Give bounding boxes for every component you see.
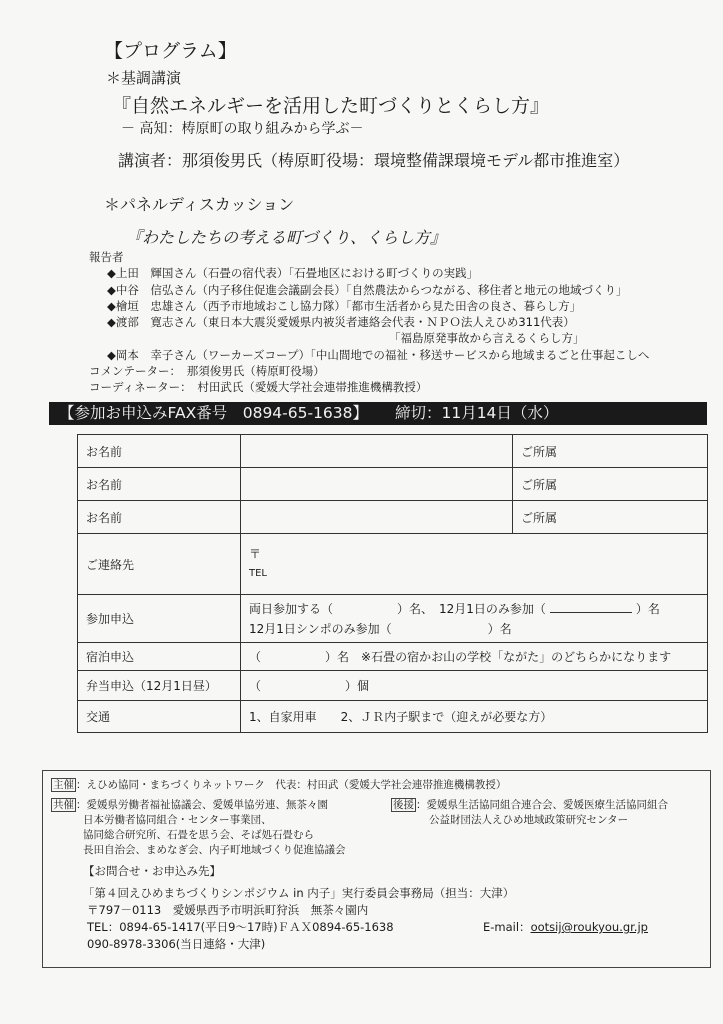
participation-symposium-unit: ）名: [487, 621, 512, 636]
lodging-field[interactable]: [241, 643, 708, 671]
name-label: お名前: [78, 435, 241, 468]
support-tag: 後援: [393, 799, 414, 811]
lodging-label: 宿泊申込: [78, 643, 241, 671]
participation-dec1: ）名、 12月1日のみ参加（: [397, 601, 546, 616]
cohost-text-4: 長田自治会、まめなぎ会、内子町地域づくり促進協議会: [83, 844, 346, 856]
participation-dec1-unit: ）名: [635, 601, 660, 616]
keynote-title: 『自然エネルギーを活用した町づくりとくらし方』: [112, 95, 550, 117]
tel-mark: TEL: [249, 568, 267, 579]
footer-info-box: [42, 770, 711, 968]
form-row-contact: [78, 534, 708, 595]
form-row-name: [78, 435, 708, 468]
tel-fax-line: TEL：0894-65-1417(平日9～17時)ＦＡＸ0894-65-1638: [87, 920, 394, 934]
deadline-bar: [49, 402, 707, 425]
cohost-tag: 共催: [53, 799, 74, 811]
participation-line-1: [249, 599, 699, 619]
participation-field[interactable]: [241, 595, 708, 643]
form-row-name: [78, 501, 708, 534]
affiliation-label: ご所属: [513, 468, 590, 501]
keynote-heading: ＊基調講演: [106, 69, 182, 87]
participation-label: 参加申込: [78, 595, 241, 643]
reporter-item: ◆上田 輝国さん（石畳の宿代表）「石畳地区における町づくりの実践」: [107, 266, 479, 281]
affiliation-field[interactable]: [589, 435, 708, 468]
form-row-name: [78, 468, 708, 501]
program-heading: 【プログラム】: [104, 40, 237, 62]
email-link[interactable]: ootsij@roukyou.gr.jp: [530, 920, 648, 934]
reporter-item: ◆渡部 寛志さん（東日本大震災愛媛県内被災者連絡会代表・ＮＰＯ法人えひめ311代表）: [107, 315, 575, 330]
participation-both-days: 両日参加する（: [249, 601, 334, 616]
lunch-field[interactable]: [241, 671, 708, 701]
form-row-lunch: [78, 671, 708, 701]
contact-label: ご連絡先: [78, 534, 241, 595]
cohost-block: [51, 797, 328, 812]
commentator-line: コメンテーター： 那須俊男氏（梼原町役場）: [89, 364, 325, 379]
transport-label: 交通: [78, 701, 241, 733]
organizer-tag: 主催: [53, 779, 74, 791]
support-text-1: ：愛媛県生活協同組合連合会、愛媛医療生活協同組合: [416, 799, 668, 811]
name-field[interactable]: [241, 501, 513, 534]
affiliation-label: ご所属: [513, 501, 590, 534]
form-row-participation: [78, 595, 708, 643]
address-line: 〒797－0113 愛媛県西予市明浜町狩浜 無茶々園内: [87, 903, 369, 917]
participation-symposium-only: 12月1日シンポのみ参加（: [249, 621, 392, 636]
postal-mark: 〒: [249, 547, 262, 561]
mobile-line: 090-8978-3306(当日連絡・大津): [87, 937, 266, 951]
name-label: お名前: [78, 468, 241, 501]
lunch-unit: ）個: [345, 679, 370, 693]
panel-heading: ＊パネルディスカッション: [104, 195, 295, 214]
participation-line-2: [249, 619, 699, 639]
reporter-item: ◆檜垣 忠雄さん（西予市地域おこし協力隊）「都市生活者から見た田舎の良さ、暮らし方」: [107, 298, 582, 313]
speaker-line: 講演者：那須俊男氏（梼原町役場：環境整備課環境モデル都市推進室）: [118, 151, 630, 170]
contact-field[interactable]: [241, 534, 708, 595]
keynote-subtitle: － 高知：梼原町の取り組みから学ぶ－: [121, 121, 364, 137]
reporter-item-continued: 「福島原発事故から言えるくらし方」: [389, 331, 585, 346]
form-row-lodging: [78, 643, 708, 671]
affiliation-field[interactable]: [589, 468, 708, 501]
cohost-text-3: 協同総合研究所、石畳を思う会、そば処石畳むら: [83, 829, 314, 841]
support-block: [391, 797, 668, 812]
reporters-label: 報告者: [89, 250, 124, 264]
reporter-item: ◆中谷 信弘さん（内子移住促進会議副会長）「自然農法からつながる、移住者と地元の地域づくり」: [107, 282, 628, 297]
panel-title: 『わたしたちの考える町づくり、くらし方』: [126, 228, 447, 247]
lodging-note: ）名 ※石畳の宿かお山の学校「ながた」のどちらかになります: [325, 650, 672, 664]
cohost-text-1: ：愛媛県労働者福祉協議会、愛媛単協労連、無茶々園: [76, 799, 328, 811]
reporter-item: ◆岡本 幸子さん（ワーカーズコープ）「中山間地での福祉・移送サービスから地域まるごと仕事起こしへ: [107, 347, 650, 362]
deadline-label: 締切：11月14日（水）: [394, 404, 559, 422]
email-label: E-mail：: [483, 920, 531, 934]
fax-number-label: 【参加お申込みFAX番号 0894-65-1638】: [59, 404, 369, 422]
lunch-label: 弁当申込（12月1日昼）: [78, 671, 241, 701]
organizer-text: ：えひめ協同・まちづくりネットワーク 代表：村田武（愛媛大学社会連帯推進機構教授）: [76, 779, 507, 791]
form-row-transport: [78, 701, 708, 733]
name-field[interactable]: [241, 468, 513, 501]
office-line: 「第４回えひめまちづくりシンポジウム in 内子」実行委員会事務局（担当：大津）: [83, 886, 515, 900]
cohost-text-2: 日本労働者協同組合・センター事業団、: [83, 814, 272, 826]
affiliation-field[interactable]: [589, 501, 708, 534]
name-field[interactable]: [241, 435, 513, 468]
lunch-open: （: [249, 679, 262, 693]
name-label: お名前: [78, 501, 241, 534]
organizer-line: [51, 777, 506, 792]
transport-field[interactable]: 1、自家用車 2、ＪＲ内子駅まで（迎えが必要な方）: [241, 701, 708, 733]
coordinator-line: コーディネーター： 村田武氏（愛媛大学社会連帯推進機構教授）: [89, 380, 428, 395]
inquiry-heading: 【お問合せ・お申込み先】: [83, 864, 221, 878]
reporter-list: [89, 249, 649, 396]
email-line: [483, 919, 648, 935]
affiliation-label: ご所属: [513, 435, 590, 468]
lodging-open: （: [249, 650, 262, 664]
application-form: [77, 434, 708, 733]
support-text-2: 公益財団法人えひめ地域政策研究センター: [429, 814, 629, 826]
